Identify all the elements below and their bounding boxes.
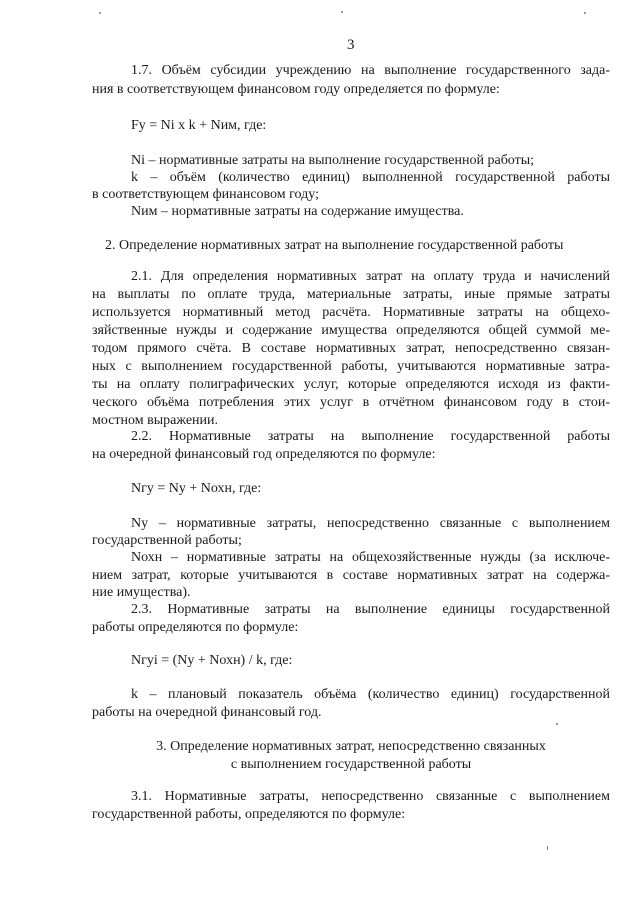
text-line: Nохн – нормативные затраты на общехозяйственные нужды (за исключе- bbox=[131, 550, 610, 565]
scan-speck bbox=[547, 846, 548, 850]
text-line: k – плановый показатель объёма (количество единиц) государственной bbox=[131, 687, 610, 702]
text-line: Nим – нормативные затраты на содержание имущества. bbox=[131, 204, 464, 219]
text-line: государственной работы; bbox=[92, 533, 242, 548]
text-line: 1.7. Объём субсидии учреждению на выполнение государственного зада- bbox=[131, 63, 610, 78]
text-line: Ni – нормативные затраты на выполнение государственной работы; bbox=[131, 153, 535, 168]
text-line: ных с выполнением государственной работы, учитываются нормативные затра- bbox=[92, 359, 610, 374]
scan-speck bbox=[99, 12, 101, 14]
formula: Nгуi = (Nу + Nохн) / k, где: bbox=[131, 653, 293, 668]
text-line: ты на оплату полиграфических услуг, которые определяются исходя из факти- bbox=[92, 377, 610, 392]
text-line: тодом прямого счёта. В составе нормативных затрат, непосредственно связан- bbox=[92, 341, 610, 356]
scan-speck bbox=[556, 723, 558, 725]
formula: Nгу = Nу + Nохн, где: bbox=[131, 481, 262, 496]
text-line: работы на очередной финансовый год. bbox=[92, 705, 322, 720]
text-line: 2.2. Нормативные затраты на выполнение государственной работы bbox=[131, 429, 610, 444]
text-line: на очередной финансовый год определяются по формуле: bbox=[92, 447, 436, 462]
text-line: ческого объёма потребления этих услуг в отчётном финансовом году в стои- bbox=[92, 395, 610, 410]
formula: Fy = Ni x k + Nим, где: bbox=[131, 118, 267, 133]
text-line: на выплаты по оплате труда, материальные затраты, иные прямые затраты bbox=[92, 287, 610, 302]
section-heading: 2. Определение нормативных затрат на выполнение государственной работы bbox=[105, 238, 564, 253]
text-line: работы определяются по формуле: bbox=[92, 620, 299, 635]
text-line: ние имущества). bbox=[92, 585, 191, 600]
text-line: 2.3. Нормативные затраты на выполнение единицы государственной bbox=[131, 602, 610, 617]
section-heading: с выполнением государственной работы bbox=[230, 757, 472, 772]
text-line: ния в соответствующем финансовом году определяется по формуле: bbox=[92, 82, 500, 97]
text-line: государственной работы, определяются по формуле: bbox=[92, 807, 406, 822]
text-line: зяйственные нужды и содержание имущества определяются общей суммой ме- bbox=[92, 323, 610, 338]
scan-speck bbox=[584, 12, 586, 14]
text-line: 3.1. Нормативные затраты, непосредственно связанные с выполнением bbox=[131, 789, 610, 804]
text-line: используется нормативный метод расчёта. Нормативные затраты на общехо- bbox=[92, 305, 610, 320]
text-line: Nу – нормативные затраты, непосредственно связанные с выполнением bbox=[131, 516, 610, 531]
scan-speck bbox=[341, 11, 343, 13]
text-line: нием затрат, которые учитываются в составе нормативных затрат на содержа- bbox=[92, 568, 610, 583]
text-line: мостном выражении. bbox=[92, 413, 219, 428]
section-heading: 3. Определение нормативных затрат, непосредственно связанных bbox=[156, 739, 546, 754]
text-line: в соответствующем финансовом году; bbox=[92, 187, 319, 202]
page-number: 3 bbox=[347, 37, 355, 53]
text-line: 2.1. Для определения нормативных затрат на оплату труда и начислений bbox=[131, 269, 610, 284]
text-line: k – объём (количество единиц) выполненной государственной работы bbox=[131, 170, 610, 185]
